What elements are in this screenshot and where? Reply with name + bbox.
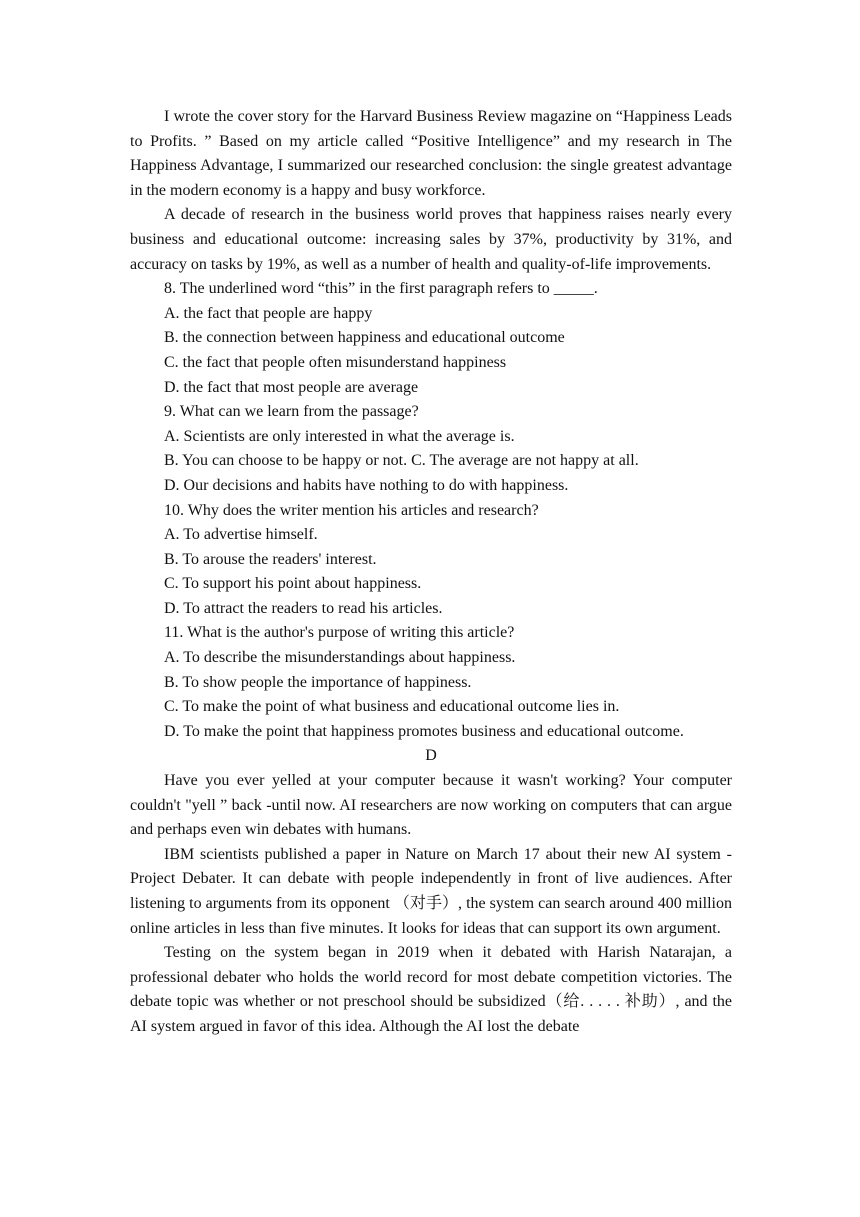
section-d-paragraph-2: IBM scientists published a paper in Nature on March 17 about their new AI system - Project Debater. It can debate with people independently in front of live audiences. After listening to arguments from its opponent （对手）, the system can search around 400 million online articles in less than five minutes. It looks for ideas that can support its own argument.	[130, 845, 732, 937]
document-page	[130, 105, 732, 1040]
question-10-stem: 10. Why does the writer mention his articles and research?	[164, 501, 539, 519]
question-11-stem: 11. What is the author's purpose of writing this article?	[164, 624, 515, 642]
question-9-option-b-c: B. You can choose to be happy or not. C. The average are not happy at all.	[164, 452, 639, 470]
question-10-option-a: A. To advertise himself.	[164, 526, 318, 544]
question-11-option-c: C. To make the point of what business and educational outcome lies in.	[164, 698, 620, 716]
question-10-option-d: D. To attract the readers to read his articles.	[164, 599, 443, 617]
question-10-option-c: C. To support his point about happiness.	[164, 575, 422, 593]
section-d-paragraph-3: Testing on the system began in 2019 when it debated with Harish Natarajan, a professional debater who holds the world record for most debate competition victories. The debate topic was whether or not preschool should be subsidized（给. . . . . 补助）, and the AI system argued in favor of this idea. Although the AI lost the debate	[130, 944, 732, 1035]
question-11-option-d: D. To make the point that happiness promotes business and educational outcome.	[164, 722, 684, 740]
section-d-paragraph-1: Have you ever yelled at your computer because it wasn't working? Your computer couldn't "yell ” back -until now. AI researchers are now working on computers that can argue and perhaps even win debates with humans.	[130, 772, 732, 839]
question-9-stem: 9. What can we learn from the passage?	[164, 403, 419, 421]
question-10-option-b: B. To arouse the readers' interest.	[164, 550, 377, 568]
question-9-option-d: D. Our decisions and habits have nothing to do with happiness.	[164, 476, 569, 494]
question-8-stem: 8. The underlined word “this” in the first paragraph refers to _____.	[164, 280, 598, 298]
passage-c-paragraph-1: I wrote the cover story for the Harvard Business Review magazine on “Happiness Leads to Profits. ” Based on my article called “Positive Intelligence” and my research in The Happiness Advantage, I summarized our researched conclusion: the single greatest advantage in the modern economy is a happy and busy workforce.	[130, 108, 732, 199]
question-8-option-d: D. the fact that most people are average	[164, 378, 419, 396]
section-d-heading: D	[425, 747, 437, 765]
question-11-option-a: A. To describe the misunderstandings about happiness.	[164, 649, 516, 667]
question-11-option-b: B. To show people the importance of happiness.	[164, 673, 472, 691]
question-8-option-b: B. the connection between happiness and educational outcome	[164, 329, 565, 347]
question-8-option-c: C. the fact that people often misunderstand happiness	[164, 353, 507, 371]
question-8-option-a: A. the fact that people are happy	[164, 304, 373, 322]
passage-c-paragraph-2: A decade of research in the business world proves that happiness raises nearly every business and educational outcome: increasing sales by 37%, productivity by 31%, and accuracy on tasks by 19%, as well as a number of health and quality-of-life improvements.	[130, 206, 732, 273]
question-9-option-a: A. Scientists are only interested in what the average is.	[164, 427, 515, 445]
